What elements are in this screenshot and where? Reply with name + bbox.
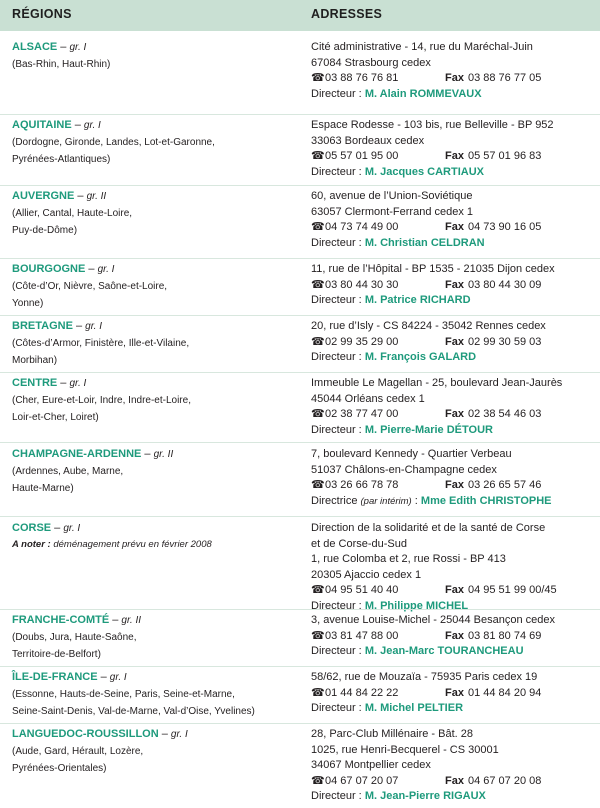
- region-name: BOURGOGNE: [12, 263, 86, 275]
- address-cell: [311, 447, 596, 509]
- tel-number: 03 26 66 78 78: [325, 479, 399, 491]
- address-line: 20, rue d’Isly - CS 84224 - 35042 Rennes cedex: [311, 320, 546, 332]
- address-line: Direction de la solidarité et de la santé de Corse: [311, 522, 546, 534]
- address-line: Cité administrative - 14, rue du Maréchal-Juin: [311, 41, 533, 53]
- address-line: Espace Rodesse - 103 bis, rue Belleville - BP 952: [311, 119, 554, 131]
- fax-number: 02 38 54 46 03: [467, 408, 542, 420]
- region-name: CENTRE: [12, 377, 58, 389]
- phone-line: [311, 278, 596, 294]
- director-label: Directeur :: [311, 645, 362, 657]
- phone-line: [311, 71, 596, 87]
- telephone-icon: ☎: [311, 629, 325, 642]
- telephone-icon: ☎: [311, 479, 325, 491]
- tel-number: 03 80 44 30 30: [325, 278, 399, 291]
- address-cell: [311, 262, 596, 309]
- tel-number: 04 95 51 40 40: [325, 584, 399, 596]
- address-line: 1, rue Colomba et 2, rue Rossi - BP 413: [311, 553, 506, 565]
- address-cell: [311, 376, 596, 438]
- table-row: [0, 114, 600, 185]
- director-name: M. Jean-Pierre RIGAUX: [364, 790, 486, 802]
- region-name: ÎLE-DE-FRANCE: [12, 671, 98, 683]
- director-separator: :: [411, 494, 418, 507]
- note-label: A noter :: [12, 538, 51, 550]
- table-row: [0, 372, 600, 442]
- region-departments: (Ardennes, Aube, Marne,: [12, 465, 124, 477]
- phone-line: [311, 220, 596, 236]
- address-line: 7, boulevard Kennedy - Quartier Verbeau: [311, 448, 512, 460]
- director-name: M. François GALARD: [364, 351, 477, 363]
- director-name: M. Patrice RICHARD: [364, 294, 471, 306]
- table-row: [0, 442, 600, 516]
- region-departments: (Aude, Gard, Hérault, Lozère,: [12, 745, 144, 757]
- address-cell: [311, 727, 596, 805]
- region-departments: Haute-Marne): [12, 482, 74, 494]
- region-grade: gr. II: [86, 191, 107, 202]
- region-cell: BRETAGNE – gr. I (Côtes-d’Armor, Finistère, Ille-et-Vilaine, Morbihan): [12, 319, 302, 369]
- fax-label: Fax: [445, 584, 464, 596]
- phone-line: [311, 686, 596, 702]
- director-name: M. Christian CELDRAN: [364, 236, 485, 249]
- region-departments: (Dordogne, Gironde, Landes, Lot-et-Garonne,: [12, 136, 215, 148]
- address-cell: [311, 670, 596, 717]
- director-label: Directeur :: [311, 236, 362, 249]
- telephone-icon: ☎: [311, 686, 325, 699]
- region-name: AUVERGNE: [12, 190, 75, 202]
- region-departments: (Côte-d’Or, Nièvre, Saône-et-Loire,: [12, 280, 168, 292]
- address-line: 1025, rue Henri-Becquerel - CS 30001: [311, 743, 499, 756]
- tel-number: 01 44 84 22 22: [325, 686, 399, 699]
- fax-number: 05 57 01 96 83: [467, 150, 542, 162]
- tel-number: 02 38 77 47 00: [325, 408, 399, 420]
- address-line: 63057 Clermont-Ferrand cedex 1: [311, 205, 474, 218]
- fax-label: Fax: [445, 335, 464, 348]
- region-cell: AQUITAINE – gr. I (Dordogne, Gironde, Landes, Lot-et-Garonne, Pyrénées-Atlantiques): [12, 118, 302, 168]
- address-line: 3, avenue Louise-Michel - 25044 Besançon cedex: [311, 614, 555, 626]
- tel-number: 05 57 01 95 00: [325, 150, 399, 162]
- telephone-icon: ☎: [311, 584, 325, 596]
- tel-number: 02 99 35 29 00: [325, 335, 399, 348]
- region-name: FRANCHE-COMTÉ: [12, 614, 110, 626]
- fax-label: Fax: [445, 479, 464, 491]
- director-interim: (par intérim): [360, 495, 412, 507]
- table-row: [0, 315, 600, 372]
- director-label: Directeur :: [311, 423, 362, 436]
- region-grade: gr. II: [121, 615, 142, 626]
- address-cell: [311, 521, 596, 614]
- table-row: [0, 516, 600, 612]
- director-label: Directeur :: [311, 87, 362, 100]
- fax-number: 01 44 84 20 94: [467, 686, 542, 699]
- address-cell: [311, 118, 596, 180]
- fax-number: 03 88 76 77 05: [467, 72, 542, 84]
- director-label: Directeur :: [311, 351, 362, 363]
- phone-line: [311, 629, 596, 645]
- table-row: [0, 666, 600, 723]
- director-label: Directeur :: [311, 165, 362, 178]
- director-name: M. Michel PELTIER: [364, 702, 464, 714]
- fax-number: 03 81 80 74 69: [467, 629, 542, 642]
- region-cell: ALSACE – gr. I (Bas-Rhin, Haut-Rhin): [12, 40, 302, 73]
- address-line: 58/62, rue de Mouzaïa - 75935 Paris cedex 19: [311, 671, 538, 683]
- director-name: Mme Edith CHRISTOPHE: [420, 494, 552, 507]
- director-label: Directeur :: [311, 294, 362, 306]
- region-cell: BOURGOGNE – gr. I (Côte-d’Or, Nièvre, Saône-et-Loire, Yonne): [12, 262, 302, 312]
- regions-table: [0, 40, 600, 808]
- region-cell: AUVERGNE – gr. II (Allier, Cantal, Haute-Loire, Puy-de-Dôme): [12, 189, 302, 239]
- region-name: BRETAGNE: [12, 320, 73, 332]
- region-grade: gr. I: [97, 264, 115, 275]
- phone-line: [311, 149, 596, 165]
- region-name: CORSE: [12, 522, 52, 534]
- region-departments: (Allier, Cantal, Haute-Loire,: [12, 207, 133, 219]
- region-departments: (Côtes-d’Armor, Finistère, Ille-et-Vilaine,: [12, 337, 190, 349]
- region-departments: (Cher, Eure-et-Loir, Indre, Indre-et-Loire,: [12, 394, 191, 406]
- table-row: [0, 185, 600, 258]
- region-name: ALSACE: [12, 41, 58, 53]
- director-name: M. Jean-Marc TOURANCHEAU: [364, 645, 524, 657]
- address-line: 28, Parc-Club Millénaire - Bât. 28: [311, 728, 474, 740]
- director-label: Directeur :: [311, 599, 362, 612]
- telephone-icon: ☎: [311, 774, 325, 787]
- phone-line: [311, 335, 596, 351]
- telephone-icon: ☎: [311, 278, 325, 291]
- region-grade: gr. II: [153, 449, 174, 460]
- tel-number: 04 73 74 49 00: [325, 221, 399, 233]
- address-line: 11, rue de l’Hôpital - BP 1535 - 21035 Dijon cedex: [311, 263, 555, 275]
- telephone-icon: ☎: [311, 150, 325, 162]
- director-name: M. Philippe MICHEL: [364, 599, 469, 612]
- region-grade: gr. I: [109, 672, 127, 683]
- region-cell: CENTRE – gr. I (Cher, Eure-et-Loir, Indre, Indre-et-Loire, Loir-et-Cher, Loiret): [12, 376, 302, 426]
- phone-line: [311, 478, 596, 494]
- fax-number: 02 99 30 59 03: [467, 335, 542, 348]
- fax-label: Fax: [445, 72, 464, 84]
- table-row: [0, 723, 600, 808]
- phone-line: [311, 774, 596, 790]
- region-cell: FRANCHE-COMTÉ – gr. II (Doubs, Jura, Haute-Saône, Territoire-de-Belfort): [12, 613, 302, 663]
- telephone-icon: ☎: [311, 72, 325, 84]
- region-departments: Loir-et-Cher, Loiret): [12, 411, 99, 423]
- region-cell: CORSE – gr. I A noter : déménagement prévu en février 2008: [12, 522, 212, 550]
- address-line: 33063 Bordeaux cedex: [311, 134, 425, 147]
- region-grade: gr. I: [63, 523, 81, 534]
- fax-label: Fax: [445, 221, 464, 233]
- phone-line: [311, 583, 596, 599]
- address-cell: [311, 613, 596, 660]
- telephone-icon: ☎: [311, 221, 325, 233]
- director-label: Directeur :: [311, 790, 362, 802]
- note-text: déménagement prévu en février 2008: [53, 538, 212, 550]
- director-name: M. Alain ROMMEVAUX: [364, 87, 482, 100]
- region-grade: gr. I: [170, 729, 188, 740]
- region-departments: Territoire-de-Belfort): [12, 648, 101, 660]
- region-departments: Yonne): [12, 297, 44, 309]
- table-header: [0, 0, 600, 31]
- address-cell: [311, 319, 596, 366]
- region-departments: Pyrénées-Atlantiques): [12, 153, 111, 165]
- region-departments: Morbihan): [12, 354, 58, 366]
- regions-header: RÉGIONS: [12, 7, 72, 21]
- region-grade: gr. I: [83, 120, 101, 131]
- address-cell: [311, 40, 596, 102]
- address-line: 51037 Châlons-en-Champagne cedex: [311, 463, 497, 476]
- address-line: 34067 Montpellier cedex: [311, 759, 431, 771]
- table-row: [0, 40, 600, 114]
- director-label: Directeur :: [311, 702, 362, 714]
- fax-number: 04 67 07 20 08: [467, 774, 542, 787]
- region-name: CHAMPAGNE-ARDENNE: [12, 448, 142, 460]
- region-cell: ÎLE-DE-FRANCE – gr. I (Essonne, Hauts-de-Seine, Paris, Seine-et-Marne, Seine-Saint-Denis, Val-de-Marne, Val-d’Oise, Yvelines): [12, 670, 302, 720]
- region-departments: (Essonne, Hauts-de-Seine, Paris, Seine-et-Marne,: [12, 688, 235, 700]
- region-grade: gr. I: [69, 42, 87, 53]
- telephone-icon: ☎: [311, 335, 325, 348]
- region-cell: LANGUEDOC-ROUSSILLON – gr. I (Aude, Gard, Hérault, Lozère, Pyrénées-Orientales): [12, 727, 302, 777]
- region-grade: gr. I: [69, 378, 87, 389]
- fax-label: Fax: [445, 629, 464, 642]
- region-grade: gr. I: [85, 321, 103, 332]
- director-name: M. Jacques CARTIAUX: [364, 165, 485, 178]
- fax-number: 03 80 44 30 09: [467, 278, 542, 291]
- region-name: LANGUEDOC-ROUSSILLON: [12, 728, 159, 740]
- fax-label: Fax: [445, 408, 464, 420]
- region-departments: (Bas-Rhin, Haut-Rhin): [12, 58, 111, 70]
- fax-label: Fax: [445, 774, 464, 787]
- phone-line: [311, 407, 596, 423]
- table-row: [0, 609, 600, 666]
- region-departments: (Doubs, Jura, Haute-Saône,: [12, 631, 137, 643]
- region-cell: CHAMPAGNE-ARDENNE – gr. II (Ardennes, Aube, Marne, Haute-Marne): [12, 447, 302, 497]
- tel-number: 03 88 76 76 81: [325, 72, 399, 84]
- region-name: AQUITAINE: [12, 119, 72, 131]
- fax-label: Fax: [445, 278, 464, 291]
- address-line: et de Corse-du-Sud: [311, 537, 407, 550]
- director-label: Directrice: [311, 494, 358, 507]
- address-line: 60, avenue de l’Union-Soviétique: [311, 190, 473, 202]
- region-departments: Puy-de-Dôme): [12, 224, 78, 236]
- telephone-icon: ☎: [311, 408, 325, 420]
- fax-label: Fax: [445, 150, 464, 162]
- address-line: Immeuble Le Magellan - 25, boulevard Jean-Jaurès: [311, 377, 563, 389]
- address-line: 45044 Orléans cedex 1: [311, 392, 425, 405]
- table-row: [0, 258, 600, 315]
- fax-number: 03 26 65 57 46: [467, 479, 542, 491]
- address-line: 20305 Ajaccio cedex 1: [311, 568, 422, 581]
- address-cell: [311, 189, 596, 251]
- tel-number: 04 67 07 20 07: [325, 774, 399, 787]
- address-line: 67084 Strasbourg cedex: [311, 56, 431, 69]
- adresses-header: ADRESSES: [311, 7, 383, 21]
- director-name: M. Pierre-Marie DÉTOUR: [364, 423, 493, 436]
- tel-number: 03 81 47 88 00: [325, 629, 399, 642]
- fax-label: Fax: [445, 686, 464, 699]
- fax-number: 04 95 51 99 00/45: [467, 584, 557, 596]
- region-departments: Seine-Saint-Denis, Val-de-Marne, Val-d’Oise, Yvelines): [12, 705, 255, 717]
- fax-number: 04 73 90 16 05: [467, 221, 542, 233]
- region-departments: Pyrénées-Orientales): [12, 762, 107, 774]
